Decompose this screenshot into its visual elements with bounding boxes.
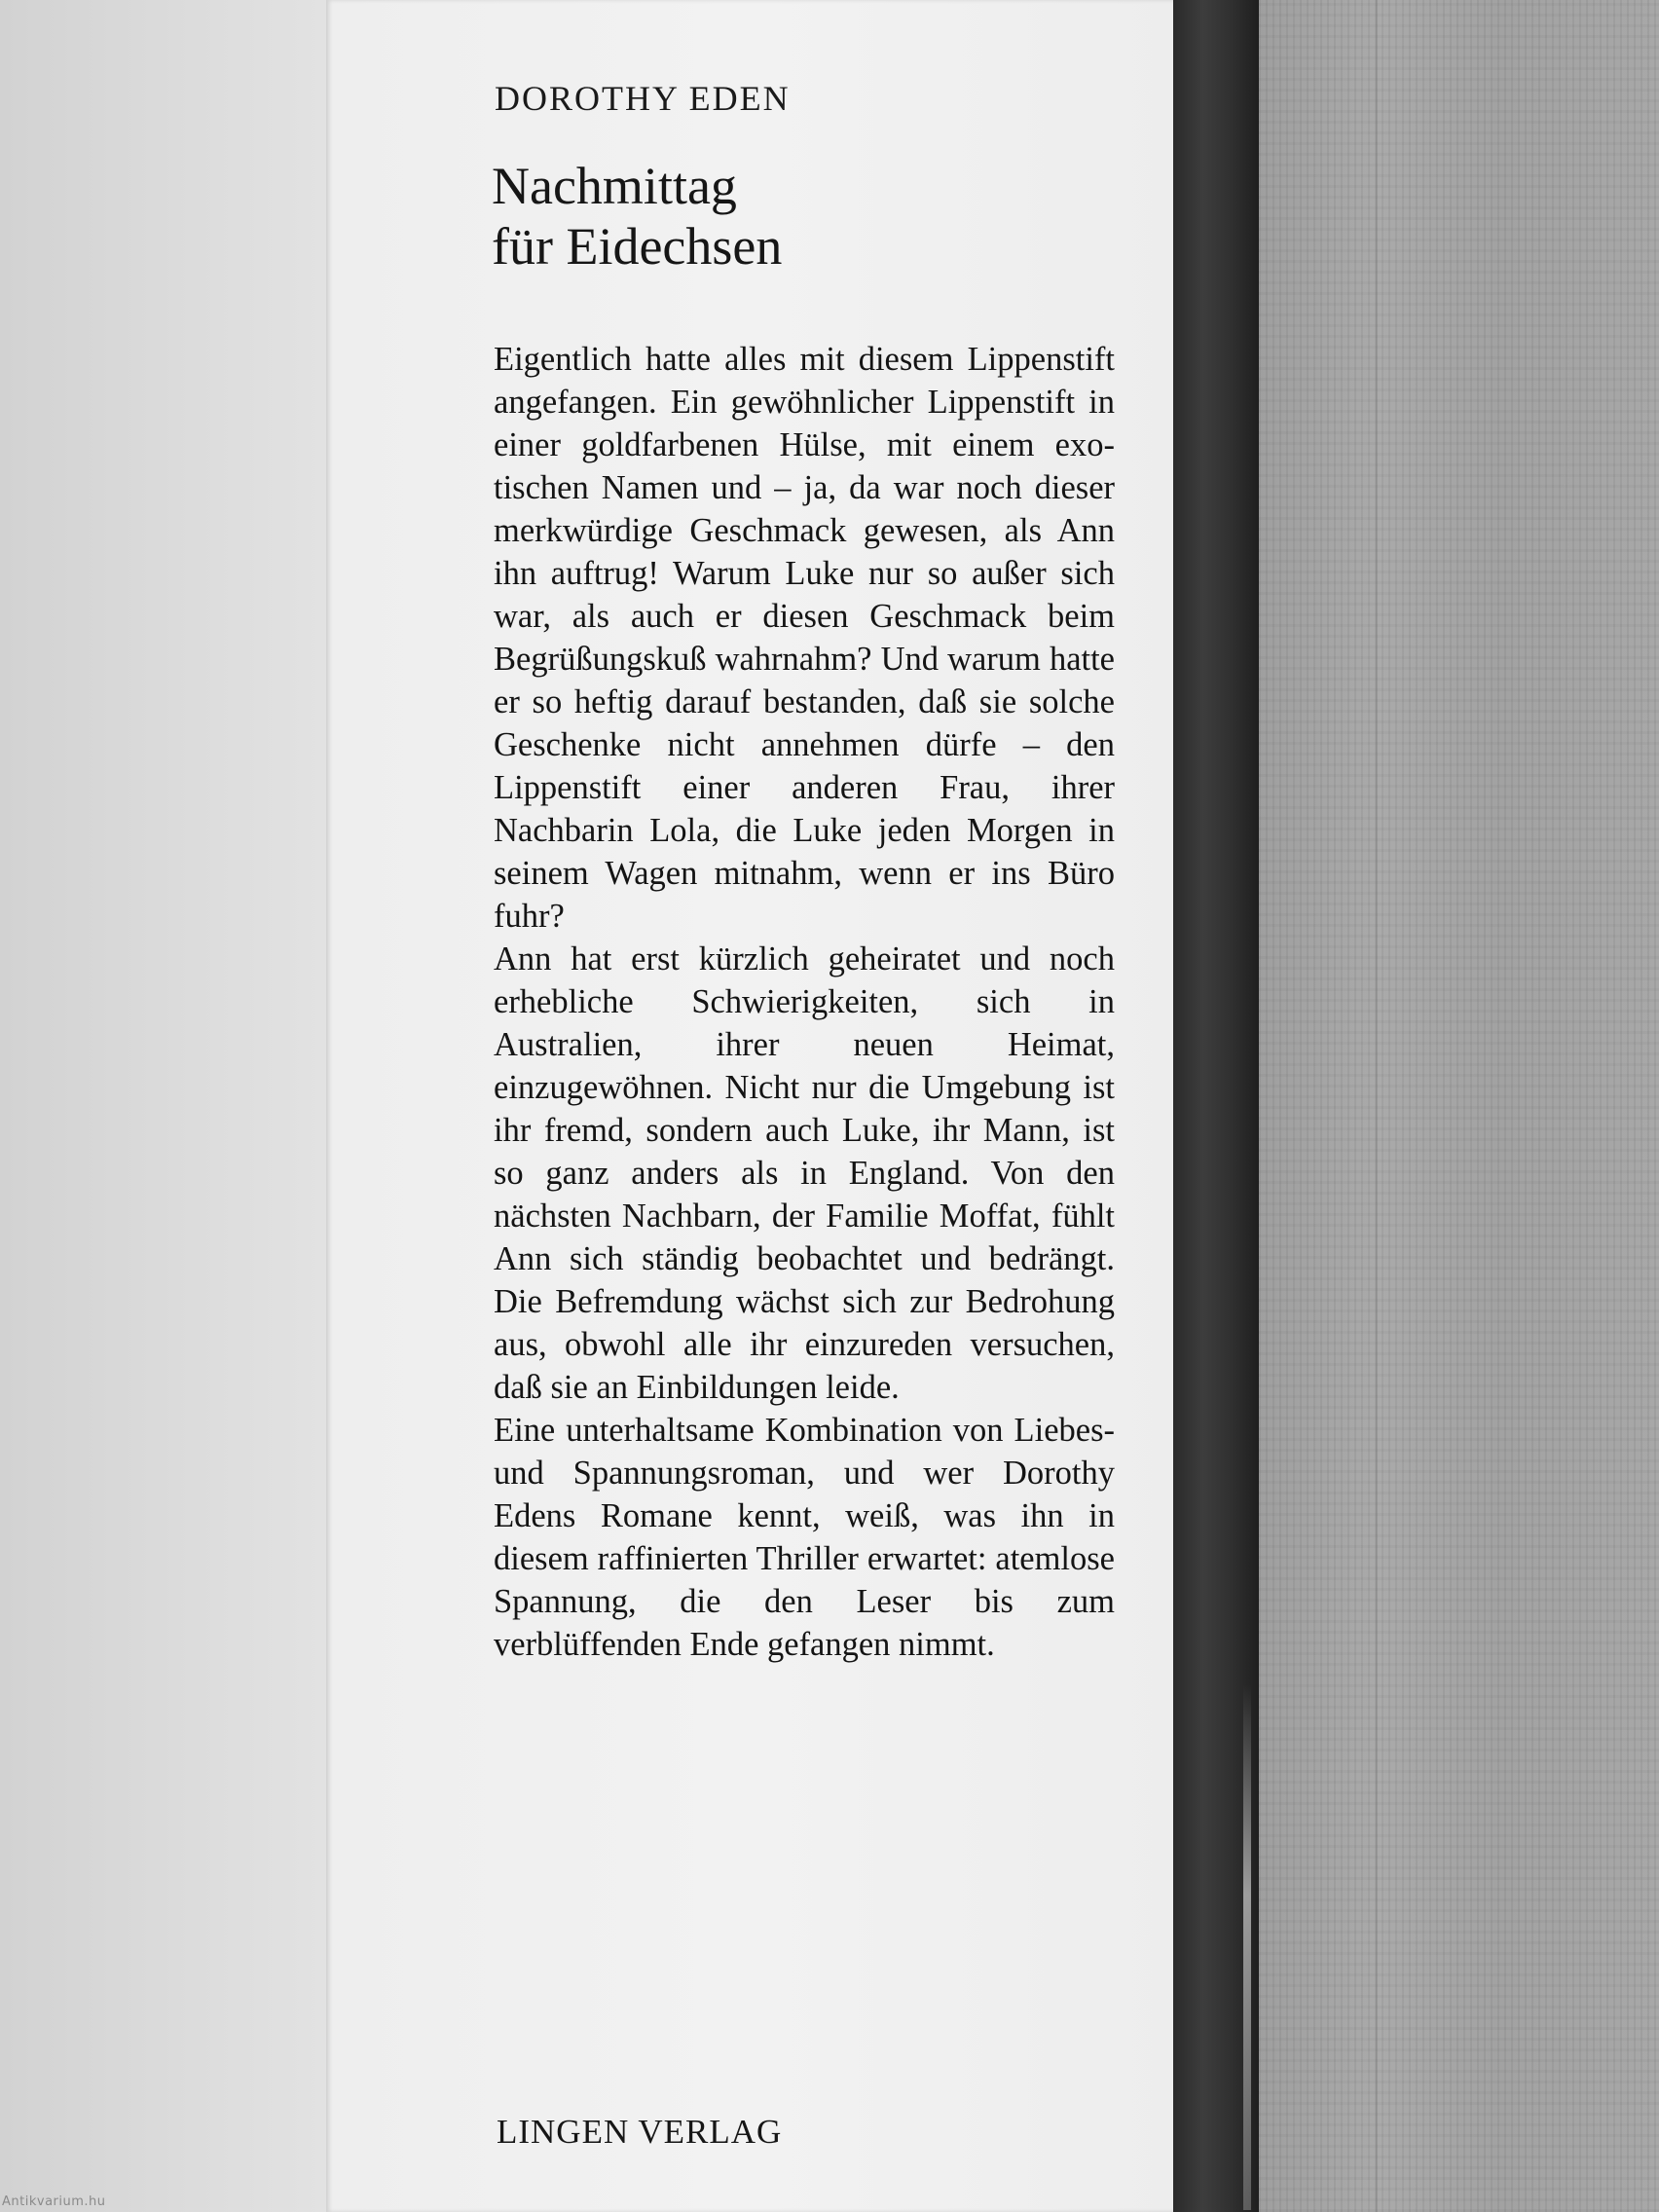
wood-surface <box>1259 0 1659 2212</box>
book-title <box>492 156 1076 276</box>
publisher-name: LINGEN VERLAG <box>497 2113 783 2151</box>
blurb-paragraph-2: Ann hat erst kürzlich geheiratet und noch erhebliche Schwierigkeiten, sich in Australien, ihrer neuen Heimat, einzugewöhnen. Nicht nur die Umgebung ist ihr fremd, sondern auch Luke, ihr Mann, ist so ganz anders als in England. Von den nächsten Nachbarn, der Familie Moffat, fühlt Ann sich ständig beobachtet und bedrängt. Die Befremdung wächst sich zur Bedrohung aus, obwohl alle ihr einzureden versuchen, daß sie an Einbildungen leide. <box>494 940 1115 1406</box>
left-flap <box>0 0 326 2212</box>
watermark: Antikvarium.hu <box>2 2194 106 2209</box>
cover-gloss <box>1243 1684 1251 2210</box>
wood-plank-line <box>1376 0 1378 2212</box>
blurb-paragraph-3: Eine unterhaltsame Kombination von Liebes- und Spannungsroman, und wer Dorothy Edens Romane kennt, weiß, was ihn in diesem raffinierten Thriller erwartet: atemlose Spannung, die den Leser bis zum verblüffenden Ende gefangen nimmt. <box>494 1412 1115 1663</box>
book-cover-edge <box>1173 0 1259 2212</box>
title-line-2: für Eidechsen <box>492 217 783 276</box>
author-name: DOROTHY EDEN <box>495 79 791 118</box>
blurb-paragraph-1: Eigentlich hatte alles mit diesem Lippenstift angefangen. Ein gewöhnlicher Lippenstift in einer goldfarbenen Hülse, mit einem exotischen Namen und – ja, da war noch dieser merkwürdige Geschmack gewesen, als Ann ihn auftrug! Warum Luke nur so außer sich war, als auch er diesen Geschmack beim Begrüßungskuß wahrnahm? Und warum hatte er so heftig darauf bestanden, daß sie solche Geschenke nicht annehmen dürfe – den Lippenstift einer anderen Frau, ihrer Nachbarin Lola, die Luke jeden Morgen in seinem Wagen mitnahm, wenn er ins Büro fuhr? <box>494 341 1115 935</box>
title-line-1: Nachmittag <box>492 157 737 215</box>
blurb-text <box>494 338 1115 1666</box>
